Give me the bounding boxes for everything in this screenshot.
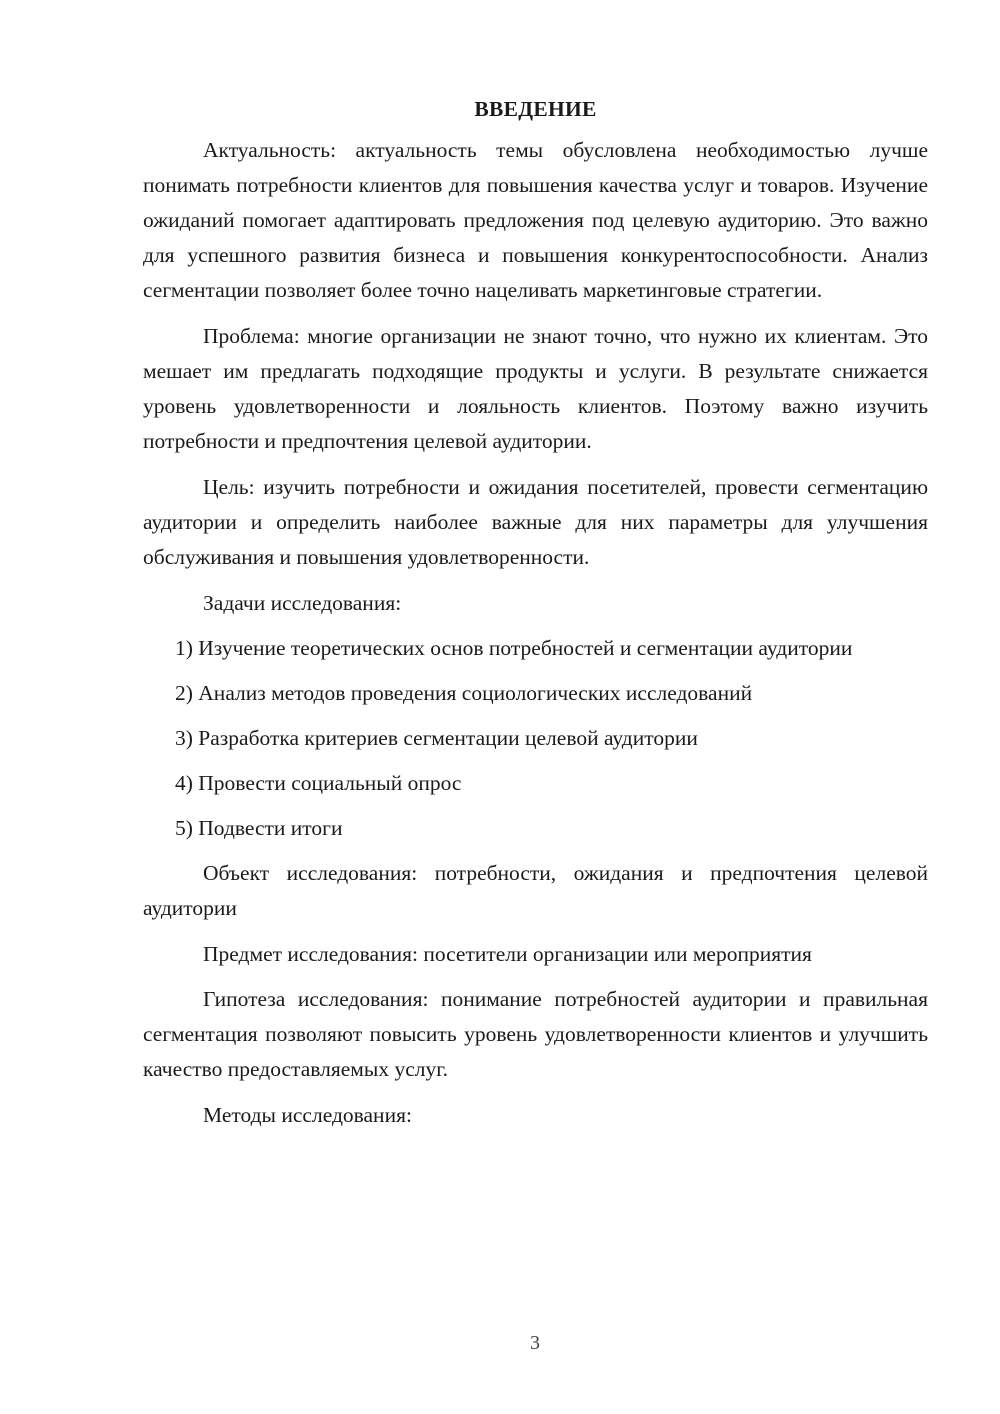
list-item: 4) Провести социальный опрос [175, 771, 462, 795]
methods-heading: Методы исследования: [203, 1103, 412, 1127]
problem-paragraph: Проблема: многие организации не знают точно, что нужно их клиентам. Это мешает им предлагать подходящие продукты и услуги. В результате снижается уровень удовлетворенности и лояльность клиентов. Поэтому важно изучить потребности и предпочтения целевой аудитории. [143, 324, 928, 453]
object-paragraph: Объект исследования: потребности, ожидания и предпочтения целевой аудитории [143, 861, 928, 920]
page-number: 3 [530, 1332, 540, 1354]
document-title: ВВЕДЕНИЕ [474, 97, 597, 121]
list-item: 5) Подвести итоги [175, 816, 343, 840]
tasks-heading: Задачи исследования: [203, 591, 402, 615]
document-page [143, 92, 928, 1143]
hypothesis-paragraph: Гипотеза исследования: понимание потребностей аудитории и правильная сегментация позволяют повысить уровень удовлетворенности клиентов и улучшить качество предоставляемых услуг. [143, 987, 928, 1081]
tasks-list [143, 631, 928, 846]
goal-paragraph: Цель: изучить потребности и ожидания посетителей, провести сегментацию аудитории и определить наиболее важные для них параметры для улучшения обслуживания и повышения удовлетворенности. [143, 475, 928, 569]
relevance-paragraph: Актуальность: актуальность темы обусловлена необходимостью лучше понимать потребности клиентов для повышения качества услуг и товаров. Изучение ожиданий помогает адаптировать предложения под целевую аудиторию. Это важно для успешного развития бизнеса и повышения конкурентоспособности. Анализ сегментации позволяет более точно нацеливать маркетинговые стратегии. [143, 138, 928, 302]
list-item: 2) Анализ методов проведения социологических исследований [175, 681, 753, 705]
list-item: 1) Изучение теоретических основ потребностей и сегментации аудитории [175, 636, 853, 660]
list-item: 3) Разработка критериев сегментации целевой аудитории [175, 726, 698, 750]
subject-paragraph: Предмет исследования: посетители организации или мероприятия [203, 942, 812, 966]
